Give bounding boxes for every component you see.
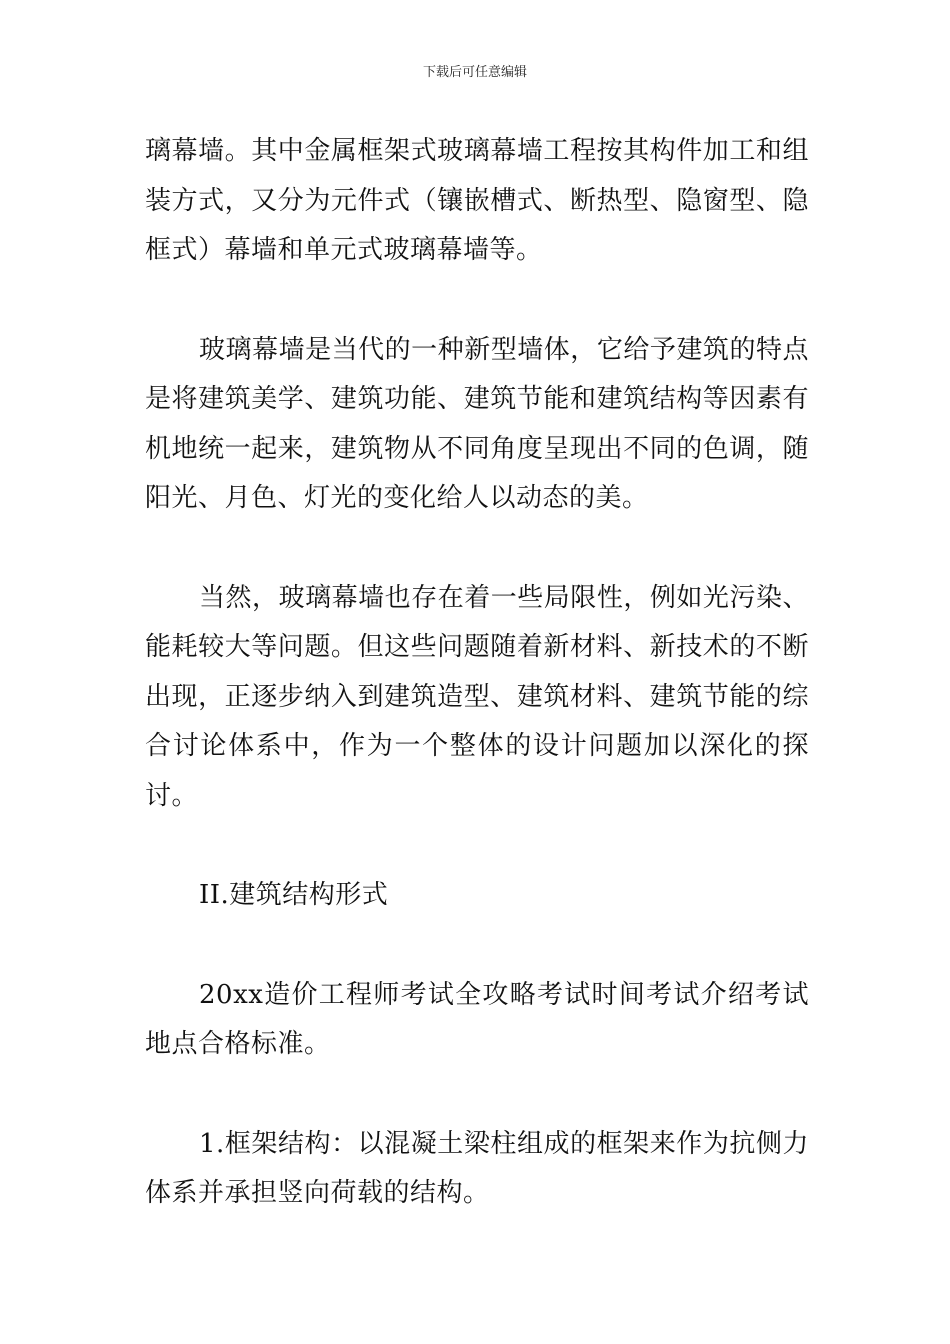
paragraph-curtain-wall-limitations: 当然，玻璃幕墙也存在着一些局限性，例如光污染、能耗较大等问题。但这些问题随着新材料、新技术的不断出现，正逐步纳入到建筑造型、建筑材料、建筑节能的综合讨论体系中，作为一个整体的设计问题加以深化的探讨。 — [145, 582, 809, 811]
paragraph-frame-structure: 1.框架结构：以混凝土梁柱组成的框架来作为抗侧力体系并承担竖向荷载的结构。 — [145, 1128, 809, 1208]
section-heading: II.建筑结构形式 — [199, 880, 389, 910]
paragraph-curtain-wall-features: 玻璃幕墙是当代的一种新型墙体，它给予建筑的特点是将建筑美学、建筑功能、建筑节能和建筑结构等因素有机地统一起来，建筑物从不同角度呈现出不同的色调，随阳光、月色、灯光的变化给人以动态的美。 — [145, 334, 809, 513]
paragraph-curtain-wall-types: 璃幕墙。其中金属框架式玻璃幕墙工程按其构件加工和组装方式，又分为元件式（镶嵌槽式、断热型、隐窗型、隐框式）幕墙和单元式玻璃幕墙等。 — [145, 136, 809, 265]
document-body — [145, 127, 809, 1219]
page-header: 下载后可任意编辑 — [422, 65, 527, 80]
paragraph-exam-guide: 20xx造价工程师考试全攻略考试时间考试介绍考试地点合格标准。 — [145, 979, 809, 1059]
